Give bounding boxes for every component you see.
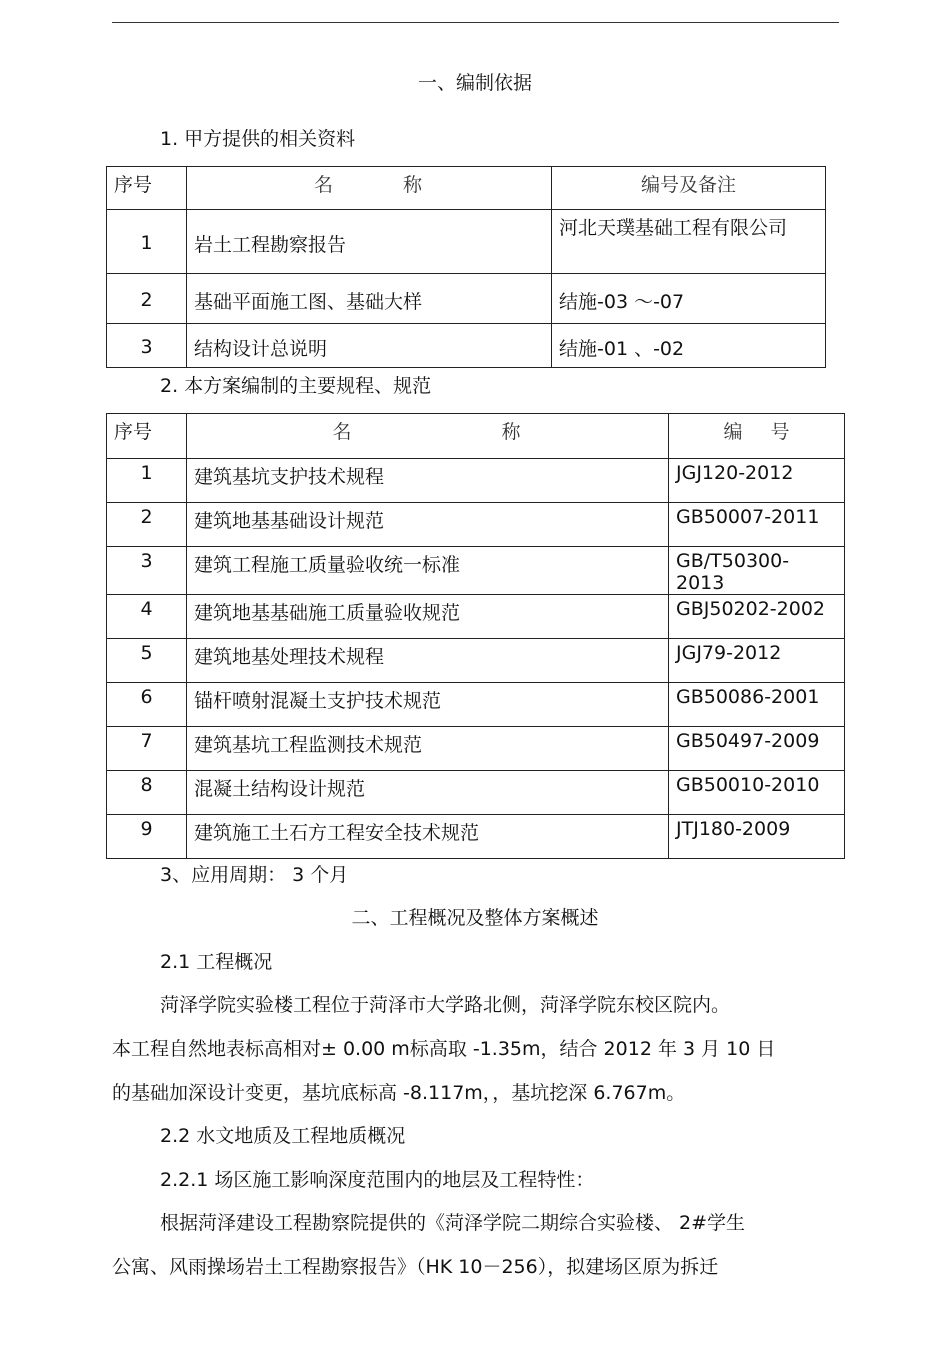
row-name: 基础平面施工图、基础大样 — [187, 274, 552, 324]
row-code: JGJ120-2012 — [669, 459, 845, 503]
row-name: 锚杆喷射混凝土支护技术规范 — [187, 683, 669, 727]
subsection-2-1-title: 2.1 工程概况 — [160, 951, 273, 973]
row-code: JGJ79-2012 — [669, 639, 845, 683]
subsection-2-2-1-title: 2.2.1 场区施工影响深度范围内的地层及工程特性： — [160, 1169, 595, 1191]
row-note: 结施-01 、-02 — [552, 324, 826, 368]
row-code: GB50497-2009 — [669, 727, 845, 771]
table-row — [107, 683, 845, 727]
row-seq: 3 — [107, 324, 187, 368]
subsection-2-2-title: 2.2 水文地质及工程地质概况 — [160, 1125, 406, 1147]
table-row — [107, 210, 826, 274]
table-row — [107, 771, 845, 815]
client-documents-table — [106, 166, 826, 368]
subsection-2-title: 2. 本方案编制的主要规程、规范 — [160, 375, 432, 397]
row-name: 建筑地基处理技术规程 — [187, 639, 669, 683]
row-name: 混凝土结构设计规范 — [187, 771, 669, 815]
row-name: 建筑基坑工程监测技术规范 — [187, 727, 669, 771]
row-code: GBJ50202-2002 — [669, 595, 845, 639]
header-code-part: 号 — [770, 421, 790, 443]
paragraph-line: 菏泽学院实验楼工程位于菏泽市大学路北侧，菏泽学院东校区院内。 — [160, 994, 731, 1016]
row-seq: 3 — [107, 547, 187, 595]
row-name: 建筑施工土石方工程安全技术规范 — [187, 815, 669, 859]
header-name-part: 称 — [402, 174, 424, 196]
row-name: 建筑基坑支护技术规程 — [187, 459, 669, 503]
header-code — [669, 414, 845, 459]
row-seq: 2 — [107, 503, 187, 547]
table-row — [107, 459, 845, 503]
paragraph-line: 公寓、风雨操场岩土工程勘察报告》（HK 10－256），拟建场区原为拆迁 — [112, 1256, 719, 1278]
header-name-part: 名 — [314, 174, 336, 196]
row-code: GB/T50300-2013 — [669, 547, 845, 595]
header-note: 编号及备注 — [552, 167, 826, 210]
row-name: 建筑地基基础设计规范 — [187, 503, 669, 547]
application-period: 3、应用周期： 3 个月 — [160, 864, 349, 886]
paragraph-line: 根据菏泽建设工程勘察院提供的《菏泽学院二期综合实验楼、 2#学生 — [160, 1212, 746, 1234]
table-row — [107, 639, 845, 683]
section2-title: 二、工程概况及整体方案概述 — [351, 907, 599, 929]
row-code: JTJ180-2009 — [669, 815, 845, 859]
header-rule — [112, 22, 839, 23]
row-seq: 4 — [107, 595, 187, 639]
table-row — [107, 274, 826, 324]
header-name-part: 名 — [332, 421, 354, 443]
row-code: GB50086-2001 — [669, 683, 845, 727]
table-header-row — [107, 167, 826, 210]
header-name — [187, 167, 552, 210]
row-seq: 7 — [107, 727, 187, 771]
table-row — [107, 324, 826, 368]
row-seq: 1 — [107, 459, 187, 503]
row-seq: 8 — [107, 771, 187, 815]
row-note: 结施-03 ～-07 — [552, 274, 826, 324]
row-code: GB50007-2011 — [669, 503, 845, 547]
row-seq: 6 — [107, 683, 187, 727]
header-seq: 序号 — [107, 414, 187, 459]
row-note: 河北天璞基础工程有限公司 — [552, 210, 826, 274]
header-name — [187, 414, 669, 459]
row-name: 结构设计总说明 — [187, 324, 552, 368]
header-name-part: 称 — [501, 421, 523, 443]
table-row — [107, 595, 845, 639]
table-row — [107, 815, 845, 859]
row-name: 建筑工程施工质量验收统一标准 — [187, 547, 669, 595]
row-seq: 1 — [107, 210, 187, 274]
table-row — [107, 503, 845, 547]
row-code: GB50010-2010 — [669, 771, 845, 815]
row-seq: 9 — [107, 815, 187, 859]
subsection-1-title: 1. 甲方提供的相关资料 — [160, 128, 356, 150]
paragraph-line: 本工程自然地表标高相对± 0.00 m标高取 -1.35m，结合 2012 年 3 月 10 日 — [112, 1038, 776, 1060]
row-name: 建筑地基基础施工质量验收规范 — [187, 595, 669, 639]
row-seq: 2 — [107, 274, 187, 324]
table-row — [107, 727, 845, 771]
standards-table — [106, 413, 845, 859]
table-header-row — [107, 414, 845, 459]
section1-title: 一、编制依据 — [417, 72, 532, 94]
header-code-part: 编 — [723, 421, 743, 443]
paragraph-line: 的基础加深设计变更，基坑底标高 -8.117m，，基坑挖深 6.767m。 — [112, 1082, 686, 1104]
table-row — [107, 547, 845, 595]
row-name: 岩土工程勘察报告 — [187, 210, 552, 274]
row-seq: 5 — [107, 639, 187, 683]
header-seq: 序号 — [107, 167, 187, 210]
